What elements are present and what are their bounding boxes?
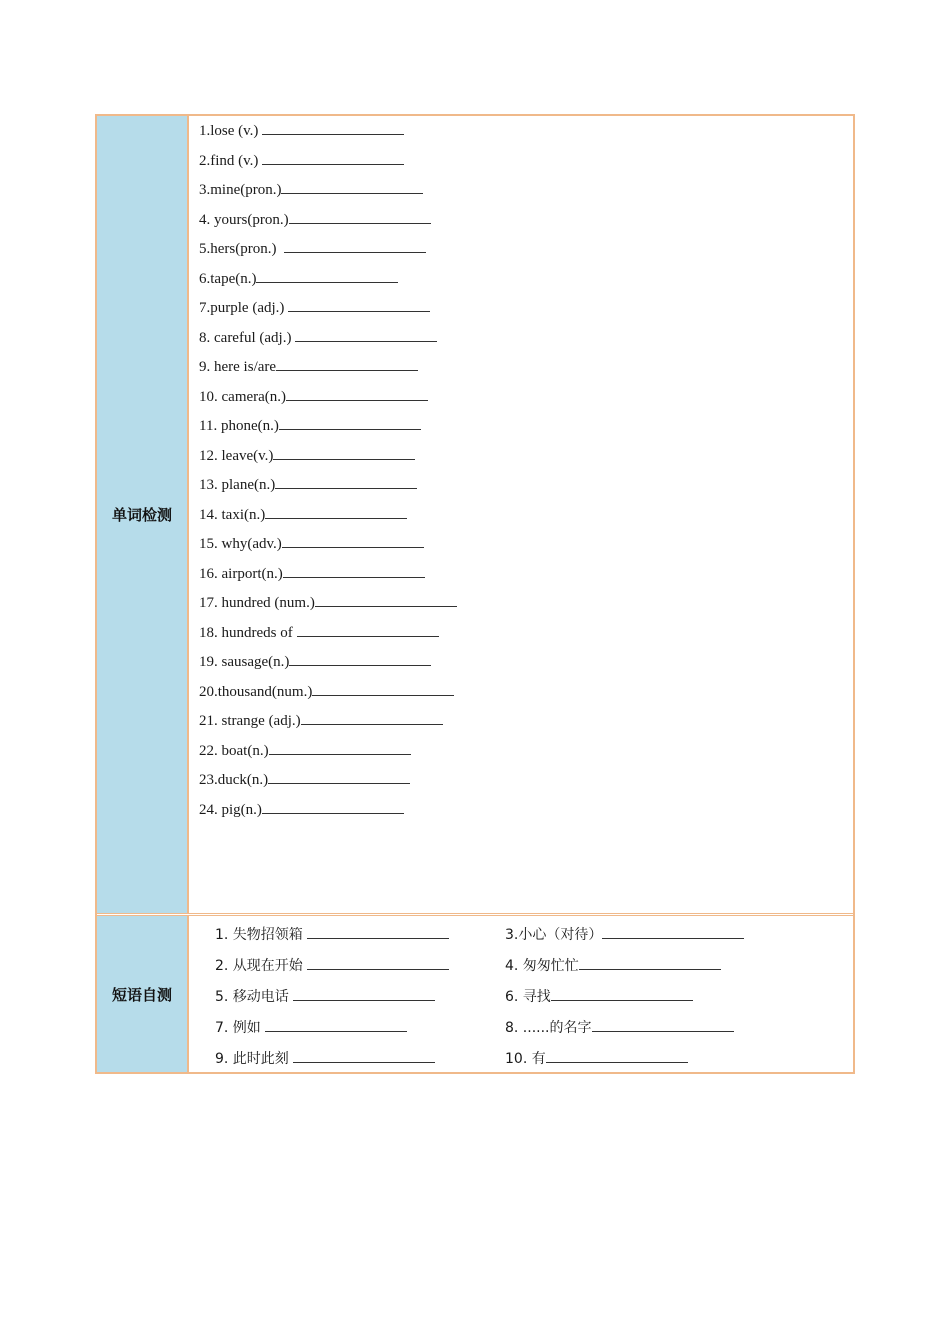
- word-prompt: 20.thousand(num.): [199, 683, 313, 700]
- word-item: [199, 267, 457, 297]
- answer-blank[interactable]: [281, 178, 423, 194]
- word-prompt: 8. careful (adj.): [199, 329, 296, 346]
- phrase-prompt: 3.小心（对待）: [505, 927, 603, 943]
- word-prompt: 11. phone(n.): [199, 418, 279, 434]
- word-prompt: 6.tape(n.): [199, 270, 257, 287]
- word-item: [199, 149, 457, 179]
- phrase-prompt: 9. 此时此刻: [215, 1051, 294, 1067]
- word-item: [199, 650, 457, 680]
- word-prompt: 13. plane(n.): [199, 477, 276, 493]
- answer-blank[interactable]: [283, 562, 425, 578]
- word-prompt: 4. yours(pron.): [199, 211, 289, 228]
- answer-blank[interactable]: [602, 923, 744, 939]
- answer-blank[interactable]: [265, 503, 407, 519]
- phrase-item: [505, 985, 795, 1006]
- word-item: [199, 503, 457, 533]
- answer-blank[interactable]: [256, 267, 398, 283]
- word-item: [199, 414, 457, 444]
- phrase-check-content: [189, 916, 853, 1072]
- answer-blank[interactable]: [289, 650, 431, 666]
- answer-blank[interactable]: [269, 739, 411, 755]
- answer-blank[interactable]: [289, 208, 431, 224]
- answer-blank[interactable]: [275, 473, 417, 489]
- answer-blank[interactable]: [262, 149, 404, 165]
- word-item: [199, 326, 457, 356]
- answer-blank[interactable]: [297, 621, 439, 637]
- word-prompt: 2.find (v.): [199, 152, 263, 169]
- phrase-row: [215, 918, 835, 949]
- phrase-item: [505, 923, 795, 944]
- phrase-item: [215, 985, 505, 1006]
- phrase-row: [215, 1011, 835, 1042]
- phrase-check-label: 短语自测: [97, 916, 189, 1072]
- word-item: [199, 119, 457, 149]
- word-prompt: 24. pig(n.): [199, 801, 262, 818]
- phrase-item: [505, 1016, 795, 1037]
- word-item: [199, 739, 457, 769]
- word-prompt: 22. boat(n.): [199, 742, 269, 759]
- answer-blank[interactable]: [307, 954, 449, 970]
- word-prompt: 1.lose (v.): [199, 123, 263, 139]
- phrase-prompt: 5. 移动电话: [215, 989, 294, 1005]
- word-item: [199, 798, 457, 828]
- phrase-item: [215, 1047, 505, 1068]
- phrase-item: [215, 954, 505, 975]
- phrase-prompt: 6. 寻找: [505, 989, 551, 1005]
- word-prompt: 19. sausage(n.): [199, 654, 290, 670]
- phrase-prompt: 2. 从现在开始: [215, 958, 308, 974]
- answer-blank[interactable]: [273, 444, 415, 460]
- word-item: [199, 680, 457, 710]
- answer-blank[interactable]: [282, 532, 424, 548]
- word-item: [199, 621, 457, 651]
- word-item: [199, 444, 457, 474]
- word-prompt: 5.hers(pron.): [199, 241, 284, 257]
- word-prompt: 21. strange (adj.): [199, 713, 301, 729]
- phrase-row: [215, 1042, 835, 1073]
- answer-blank[interactable]: [315, 591, 457, 607]
- word-prompt: 17. hundred (num.): [199, 595, 315, 611]
- answer-blank[interactable]: [579, 954, 721, 970]
- phrase-item: [215, 923, 505, 944]
- answer-blank[interactable]: [551, 985, 693, 1001]
- phrase-item: [505, 1047, 795, 1068]
- phrase-grid: [215, 918, 835, 1073]
- word-item: [199, 473, 457, 503]
- word-item: [199, 532, 457, 562]
- answer-blank[interactable]: [592, 1016, 734, 1032]
- answer-blank[interactable]: [312, 680, 454, 696]
- answer-blank[interactable]: [279, 414, 421, 430]
- word-item: [199, 709, 457, 739]
- phrase-item: [505, 954, 795, 975]
- word-prompt: 16. airport(n.): [199, 565, 283, 582]
- phrase-row: [215, 949, 835, 980]
- answer-blank[interactable]: [284, 237, 426, 253]
- phrase-item: [215, 1016, 505, 1037]
- word-list: [199, 119, 457, 827]
- answer-blank[interactable]: [546, 1047, 688, 1063]
- phrase-prompt: 8. ......的名字: [505, 1020, 592, 1036]
- worksheet-table: [95, 114, 855, 1074]
- answer-blank[interactable]: [276, 355, 418, 371]
- answer-blank[interactable]: [293, 1047, 435, 1063]
- phrase-prompt: 4. 匆匆忙忙: [505, 958, 579, 974]
- answer-blank[interactable]: [265, 1016, 407, 1032]
- word-prompt: 18. hundreds of: [199, 624, 297, 641]
- word-check-label: 单词检测: [97, 116, 189, 913]
- word-item: [199, 385, 457, 415]
- word-prompt: 15. why(adv.): [199, 536, 282, 552]
- answer-blank[interactable]: [262, 798, 404, 814]
- answer-blank[interactable]: [262, 119, 404, 135]
- word-prompt: 14. taxi(n.): [199, 506, 266, 523]
- answer-blank[interactable]: [286, 385, 428, 401]
- word-prompt: 10. camera(n.): [199, 388, 287, 405]
- word-prompt: 9. here is/are: [199, 359, 277, 375]
- answer-blank[interactable]: [293, 985, 435, 1001]
- word-check-section: [97, 116, 853, 913]
- word-item: [199, 562, 457, 592]
- word-prompt: 12. leave(v.): [199, 447, 274, 464]
- phrase-prompt: 10. 有: [505, 1051, 546, 1067]
- word-item: [199, 768, 457, 798]
- phrase-row: [215, 980, 835, 1011]
- word-prompt: 23.duck(n.): [199, 772, 269, 788]
- word-item: [199, 237, 457, 267]
- phrase-check-section: [97, 913, 853, 1072]
- phrase-prompt: 7. 例如: [215, 1020, 266, 1036]
- answer-blank[interactable]: [301, 709, 443, 725]
- word-item: [199, 296, 457, 326]
- answer-blank[interactable]: [307, 923, 449, 939]
- answer-blank[interactable]: [288, 296, 430, 312]
- word-item: [199, 355, 457, 385]
- word-item: [199, 178, 457, 208]
- word-prompt: 7.purple (adj.): [199, 300, 289, 316]
- word-check-content: [189, 116, 853, 913]
- phrase-prompt: 1. 失物招领箱: [215, 927, 308, 943]
- word-item: [199, 591, 457, 621]
- answer-blank[interactable]: [268, 768, 410, 784]
- word-prompt: 3.mine(pron.): [199, 182, 282, 198]
- answer-blank[interactable]: [295, 326, 437, 342]
- word-item: [199, 208, 457, 238]
